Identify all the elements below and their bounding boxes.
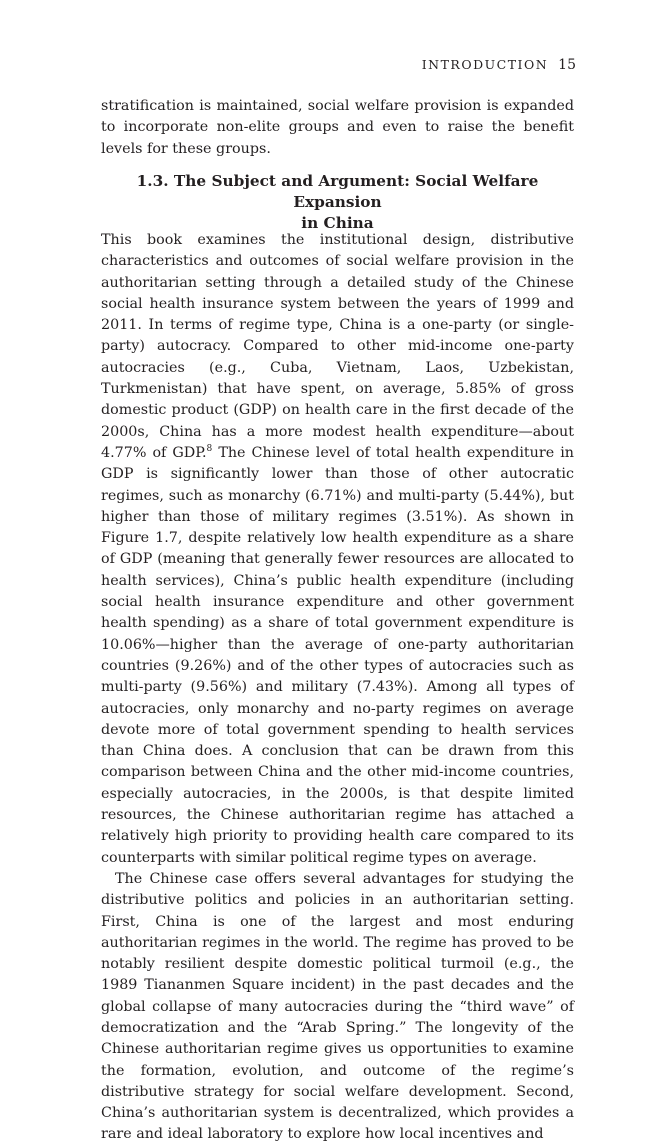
paragraph-text: stratification is maintained, social welfare provision is expanded to incorporate non-elite groups and even to raise the benefit levels for these groups. bbox=[101, 98, 574, 157]
section-heading-line-1: 1.3. The Subject and Argument: Social Welfare Expansion bbox=[136, 172, 539, 211]
section-heading-line-2: in China bbox=[301, 214, 374, 232]
section-heading bbox=[101, 171, 574, 234]
paragraph-text-part-2: The Chinese level of total health expenditure in GDP is significantly lower than those of other autocratic regimes, such as monarchy (6.71%) and multi-party (5.44%), but higher than those of military regimes (3.51%). As shown in Figure 1.7, despite relatively low health expenditure as a share of GDP (meaning that generally fewer resources are allocated to health services), China’s public health expenditure (including social health insurance expenditure and other government health spending) as a share of total government expenditure is 10.06%—higher than the average of one-party authoritarian countries (9.26%) and of the other types of autocracies such as multi-party (9.56%) and military (7.43%). Among all types of autocracies, only monarchy and no-party regimes on average devote more of total government spending to health services than China does. A conclusion that can be drawn from this comparison between China and the other mid-income countries, especially autocracies, in the 2000s, is that despite limited resources, the Chinese authoritarian regime has attached a relatively high priority to providing health care compared to its counterparts with similar political regime types on average. bbox=[101, 444, 574, 866]
paragraph-book-overview bbox=[101, 230, 574, 869]
page-number: 15 bbox=[558, 57, 576, 73]
paragraph-chinese-case: The Chinese case offers several advantages for studying the distributive politics and policies in an authoritarian setting. First, China is one of the largest and most enduring authoritarian regimes in the world. The regime has proved to be notably resilient despite domestic political turmoil (e.g., the 1989 Tiananmen Square incident) in the past decades and the global collapse of many autocracies during the “third wave” of democratization and the “Arab Spring.” The longevity of the Chinese authoritarian regime gives us opportunities to examine the formation, evolution, and outcome of the regime’s distributive strategy for social welfare development. Second, China’s authoritarian system is decentralized, which provides a rare and ideal laboratory to explore how local incentives and bbox=[101, 870, 574, 1143]
paragraph-continuation bbox=[101, 96, 574, 160]
running-head bbox=[422, 57, 576, 73]
running-title: INTRODUCTION bbox=[421, 57, 549, 72]
paragraph-text-part-1: This book examines the institutional design, distributive characteristics and outcomes of social welfare provision in the authoritarian setting through a detailed study of the Chinese social health insurance system between the years of 1999 and 2011. In terms of regime type, China is a one-party (or single-party) autocracy. Compared to other mid-income one-party autocracies (e.g., Cuba, Vietnam, Laos, Uzbekistan, Turkmenistan) that have spent, on average, 5.85% of gross domestic product (GDP) on health care in the first decade of the 2000s, China has a more modest health expenditure—about 4.77% of GDP. bbox=[101, 232, 574, 461]
section-body bbox=[101, 230, 574, 1146]
footnote-marker: 8 bbox=[206, 444, 213, 455]
